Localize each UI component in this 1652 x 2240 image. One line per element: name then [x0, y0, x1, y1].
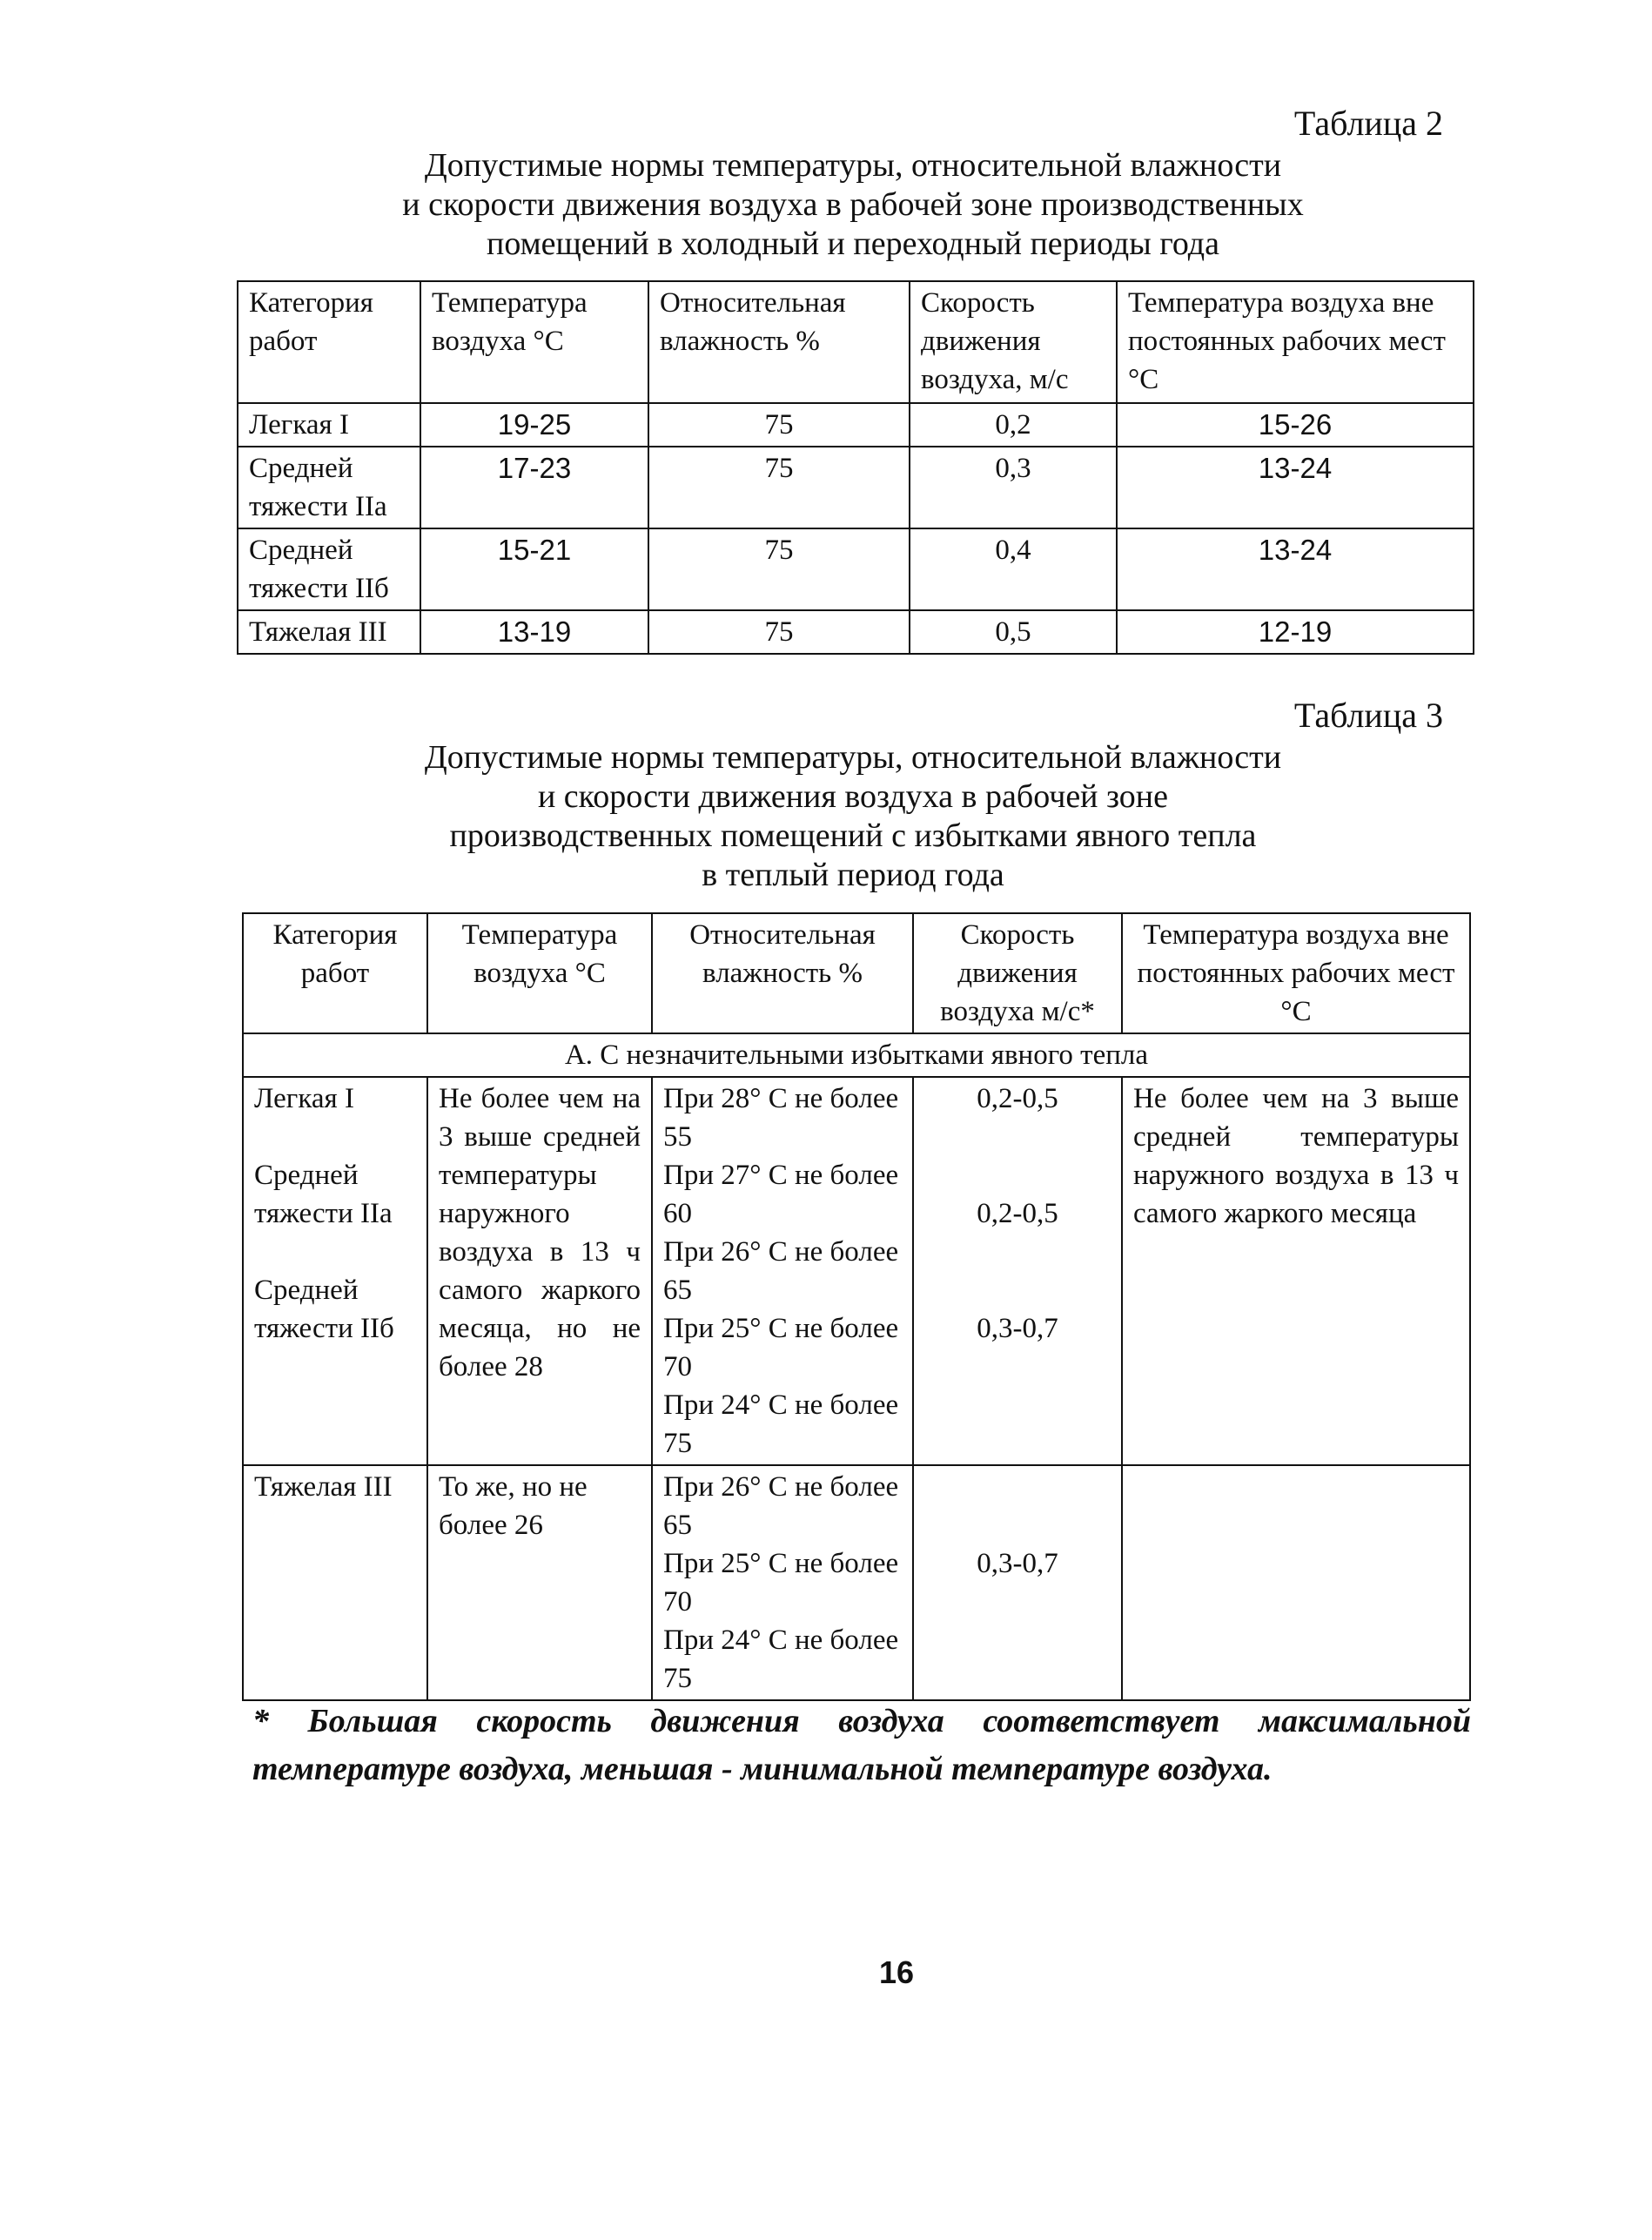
table2-cell: 13-24	[1117, 447, 1474, 528]
table2-cell: Средней тяжести IIб	[238, 528, 420, 610]
category-label: Легкая I	[254, 1083, 354, 1114]
table3-outside-cell: Не более чем на 3 выше средней температуры наружного воздуха в 13 ч самого жаркого месяца	[1122, 1077, 1470, 1465]
table2-title	[235, 146, 1471, 264]
category-label: Средней тяжести IIб	[254, 1275, 394, 1344]
table-row	[238, 403, 1474, 447]
table3	[242, 912, 1471, 1701]
speed-value: 0,3-0,7	[977, 1313, 1058, 1344]
table-row	[243, 1077, 1470, 1465]
table3-category-cell: Тяжелая III	[243, 1465, 427, 1700]
table2-cell: 75	[648, 528, 910, 610]
table3-title	[235, 738, 1471, 895]
table2-cell: 75	[648, 610, 910, 654]
table3-category-cell	[243, 1077, 427, 1465]
table3-header-speed: Скорость движения воздуха м/с*	[913, 913, 1122, 1033]
table2-title-line: Допустимые нормы температуры, относительной влажности	[424, 147, 1282, 184]
table-row	[243, 1465, 1470, 1700]
table3-title-line: Допустимые нормы температуры, относительной влажности	[424, 739, 1282, 776]
table2-cell: 0,4	[910, 528, 1117, 610]
speed-value: 0,2-0,5	[977, 1198, 1058, 1229]
table3-humidity-cell	[652, 1465, 913, 1700]
table2-cell: Легкая I	[238, 403, 420, 447]
table2-cell: 75	[648, 403, 910, 447]
table2-cell: 17-23	[420, 447, 648, 528]
table3-temperature-cell: Не более чем на 3 выше средней температуры наружного воздуха в 13 ч самого жаркого месяца, но не более 28	[427, 1077, 652, 1465]
speed-value: 0,3-0,7	[977, 1548, 1058, 1579]
humidity-item: При 25° С не более 70	[663, 1548, 899, 1618]
table3-header-temperature: Температура воздуха °С	[427, 913, 652, 1033]
table2-cell: Тяжелая III	[238, 610, 420, 654]
table3-speed-cell	[913, 1077, 1122, 1465]
table2-cell: 0,2	[910, 403, 1117, 447]
table2-header-temperature: Температура воздуха °С	[420, 281, 648, 403]
humidity-item: При 27° С не более 60	[663, 1160, 899, 1229]
table3-header-category: Категория работ	[243, 913, 427, 1033]
table3-speed-cell	[913, 1465, 1122, 1700]
category-label: Средней тяжести IIа	[254, 1160, 393, 1229]
table2-header-speed: Скорость движения воздуха, м/с	[910, 281, 1117, 403]
table3-label: Таблица 3	[1293, 696, 1443, 735]
speed-value: 0,2-0,5	[977, 1083, 1058, 1114]
table2-cell: 13-24	[1117, 528, 1474, 610]
table3-temperature-cell: То же, но не более 26	[427, 1465, 652, 1700]
table3-humidity-cell	[652, 1077, 913, 1465]
table2	[237, 280, 1474, 655]
table3-header-outside: Температура воздуха вне постоянных рабочих мест °С	[1122, 913, 1470, 1033]
table3-title-line: в теплый период года	[702, 857, 1004, 893]
table2-title-line: и скорости движения воздуха в рабочей зоне производственных	[402, 186, 1304, 223]
table2-title-line: помещений в холодный и переходный периоды года	[486, 225, 1219, 262]
table2-cell: 15-26	[1117, 403, 1474, 447]
table3-section-title: А. С незначительными избытками явного тепла	[243, 1033, 1470, 1077]
table2-cell: 0,5	[910, 610, 1117, 654]
table2-header-category: Категория работ	[238, 281, 420, 403]
table-row	[238, 447, 1474, 528]
footnote: * Большая скорость движения воздуха соответствует максимальной температуре воздуха, меньшая - минимальной температуре воздуха.	[252, 1703, 1471, 1787]
table2-cell: 15-21	[420, 528, 648, 610]
humidity-item: При 25° С не более 70	[663, 1313, 899, 1382]
table2-cell: 75	[648, 447, 910, 528]
humidity-item: При 28° С не более 55	[663, 1083, 899, 1153]
humidity-item: При 24° С не более 75	[663, 1389, 899, 1459]
page-number: 16	[879, 1954, 915, 1990]
table3-title-line: производственных помещений с избытками явного тепла	[449, 817, 1257, 854]
table2-label: Таблица 2	[1293, 104, 1443, 143]
table2-cell: Средней тяжести IIа	[238, 447, 420, 528]
humidity-item: При 26° С не более 65	[663, 1471, 899, 1541]
table2-cell: 13-19	[420, 610, 648, 654]
table2-header-humidity: Относительная влажность %	[648, 281, 910, 403]
table3-header-humidity: Относительная влажность %	[652, 913, 913, 1033]
table3-title-line: и скорости движения воздуха в рабочей зоне	[537, 778, 1169, 815]
table2-cell: 12-19	[1117, 610, 1474, 654]
table2-header-outside: Температура воздуха вне постоянных рабочих мест °С	[1117, 281, 1474, 403]
table2-cell: 0,3	[910, 447, 1117, 528]
table-row	[238, 610, 1474, 654]
humidity-item: При 26° С не более 65	[663, 1236, 899, 1306]
table3-outside-cell	[1122, 1465, 1470, 1700]
table2-cell: 19-25	[420, 403, 648, 447]
table-row	[238, 528, 1474, 610]
humidity-item: При 24° С не более 75	[663, 1625, 899, 1694]
